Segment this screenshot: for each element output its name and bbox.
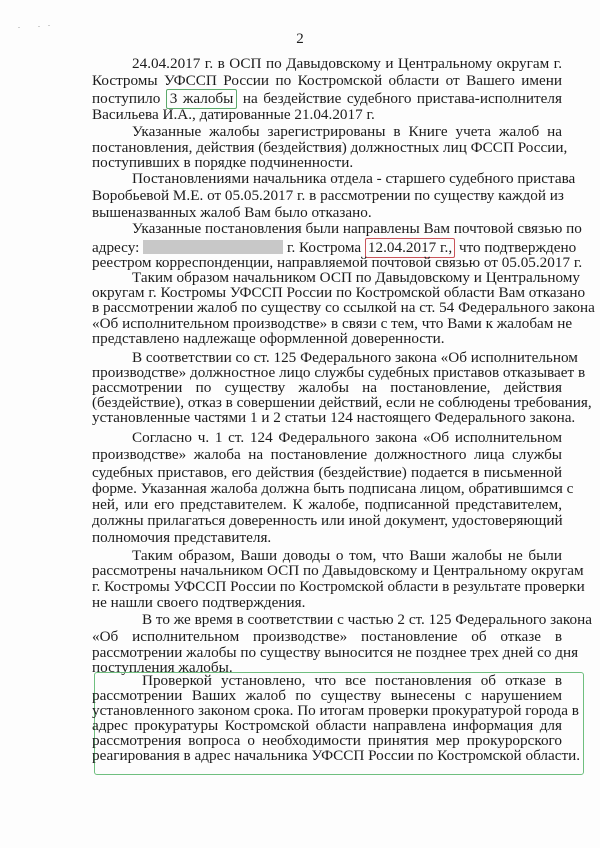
redacted-address bbox=[143, 240, 283, 254]
text-line: производстве» должностное лицо службы судебных приставов отказывает в bbox=[92, 364, 586, 381]
highlight-mailing-date: 12.04.2017 г., bbox=[365, 238, 455, 258]
text-line: г. Костромы УФССП России по Костромской области в результате проверки bbox=[92, 578, 585, 595]
text-line: установленного законом срока. По итогам проверки прокуратурой города в bbox=[92, 702, 579, 719]
text-line: форме. Указанная жалоба должна быть подписана лицом, обратившимся с bbox=[92, 480, 574, 497]
text-fragment: адресу: bbox=[92, 239, 140, 256]
text-line: 24.04.2017 г. в ОСП по Давыдовскому и Центральному округам г. bbox=[132, 55, 562, 72]
text-line: реестром корреспонденции, направляемой почтовой связью от 05.05.2017 г. bbox=[92, 254, 583, 271]
text-line: округам г. Костромы УФССП России по Костромской области Вам отказано bbox=[92, 284, 586, 301]
text-line bbox=[92, 90, 562, 107]
text-line: ней, или его представителем. К жалобе, подписанной представителем, bbox=[92, 496, 562, 513]
text-line: установленные частями 1 и 2 статьи 124 настоящего Федерального закона. bbox=[92, 409, 576, 426]
text-line: полномочия представителя. bbox=[92, 529, 272, 546]
text-line: Указанные жалобы зарегистрированы в Книге учета жалоб на bbox=[132, 123, 562, 140]
text-fragment: что подтверждено bbox=[458, 239, 577, 256]
text-line: рассмотрении по существу жалобы на постановление, действия bbox=[92, 379, 562, 396]
text-line: Проверкой установлено, что все постановления об отказе в bbox=[142, 672, 562, 689]
text-line: Воробьевой М.Е. от 05.05.2017 г. в рассмотрении по существу каждой из bbox=[92, 187, 564, 204]
scan-speck bbox=[48, 25, 50, 26]
highlight-complaint-count: 3 жалобы bbox=[166, 89, 238, 109]
text-line: производстве» жалоба на постановление должностного лица службы bbox=[92, 446, 562, 463]
text-line: адрес прокуратуры Костромской области направлена информация для bbox=[92, 717, 562, 734]
text-line: вышеназванных жалоб Вам было отказано. bbox=[92, 204, 372, 221]
text-line: Таким образом, Ваши доводы о том, что Ваши жалобы не были bbox=[132, 547, 562, 564]
text-line: должны прилагаться доверенность или иной документ, удостоверяющий bbox=[92, 512, 563, 529]
text-line: «Об исполнительном производстве» постановление об отказе в bbox=[92, 628, 562, 645]
text-fragment: поступило bbox=[92, 90, 161, 107]
text-fragment: на бездействие судебного пристава-исполнителя bbox=[242, 90, 562, 107]
text-line: поступления жалобы. bbox=[92, 659, 233, 676]
text-line: «Об исполнительном производстве» в связи с тем, что Вами к жалобам не bbox=[92, 315, 573, 332]
text-fragment: г. Кострома bbox=[286, 239, 362, 256]
text-line: Костромы УФССП России по Костромской области от Вашего имени bbox=[92, 72, 562, 89]
text-line: Постановлениями начальника отдела - старшего судебного пристава bbox=[132, 170, 576, 187]
text-line: В то же время в соответствии с частью 2 ст. 125 Федерального закона bbox=[142, 611, 592, 628]
text-line: Таким образом начальником ОСП по Давыдовскому и Центральному bbox=[132, 269, 580, 286]
text-line: (бездействие), отказ в совершении действий, если не соблюдены требования, bbox=[92, 394, 592, 411]
text-line: не нашли своего подтверждения. bbox=[92, 594, 306, 611]
text-line: представлено надлежаще оформленной доверенности. bbox=[92, 330, 445, 347]
text-line: поступивших в порядке подчиненности. bbox=[92, 154, 354, 171]
text-line: судебных приставов, его действия (бездействие) подается в письменной bbox=[92, 464, 562, 481]
text-line: Согласно ч. 1 ст. 124 Федерального закона «Об исполнительном bbox=[132, 429, 562, 446]
text-line: В соответствии со ст. 125 Федерального закона «Об исполнительном bbox=[132, 349, 578, 366]
scan-speck bbox=[18, 27, 20, 28]
text-line: в рассмотрении жалоб по существу со ссылкой на ст. 54 Федерального закона bbox=[92, 299, 595, 316]
text-line: рассмотрения вопроса о необходимости принятия мер прокурорского bbox=[92, 732, 562, 749]
text-line: постановления, действия (бездействия) должностных лиц ФССП России, bbox=[92, 139, 568, 156]
page-number: 2 bbox=[296, 31, 304, 47]
text-line: рассмотрены начальником ОСП по Давыдовскому и Центральному округам bbox=[92, 562, 584, 579]
text-line: Указанные постановления были направлены Вам почтовой связью по bbox=[132, 220, 582, 237]
text-line: реагирования в адрес начальника УФССП России по Костромской области. bbox=[92, 747, 581, 764]
scan-speck bbox=[38, 26, 40, 27]
text-line: рассмотрении жалобы по существу выносится не позднее трех дней со дня bbox=[92, 644, 579, 661]
text-line: Васильева И.А., датированные 21.04.2017 г. bbox=[92, 106, 375, 123]
text-line: рассмотрении Ваших жалоб по существу вынесены с нарушением bbox=[92, 687, 562, 704]
